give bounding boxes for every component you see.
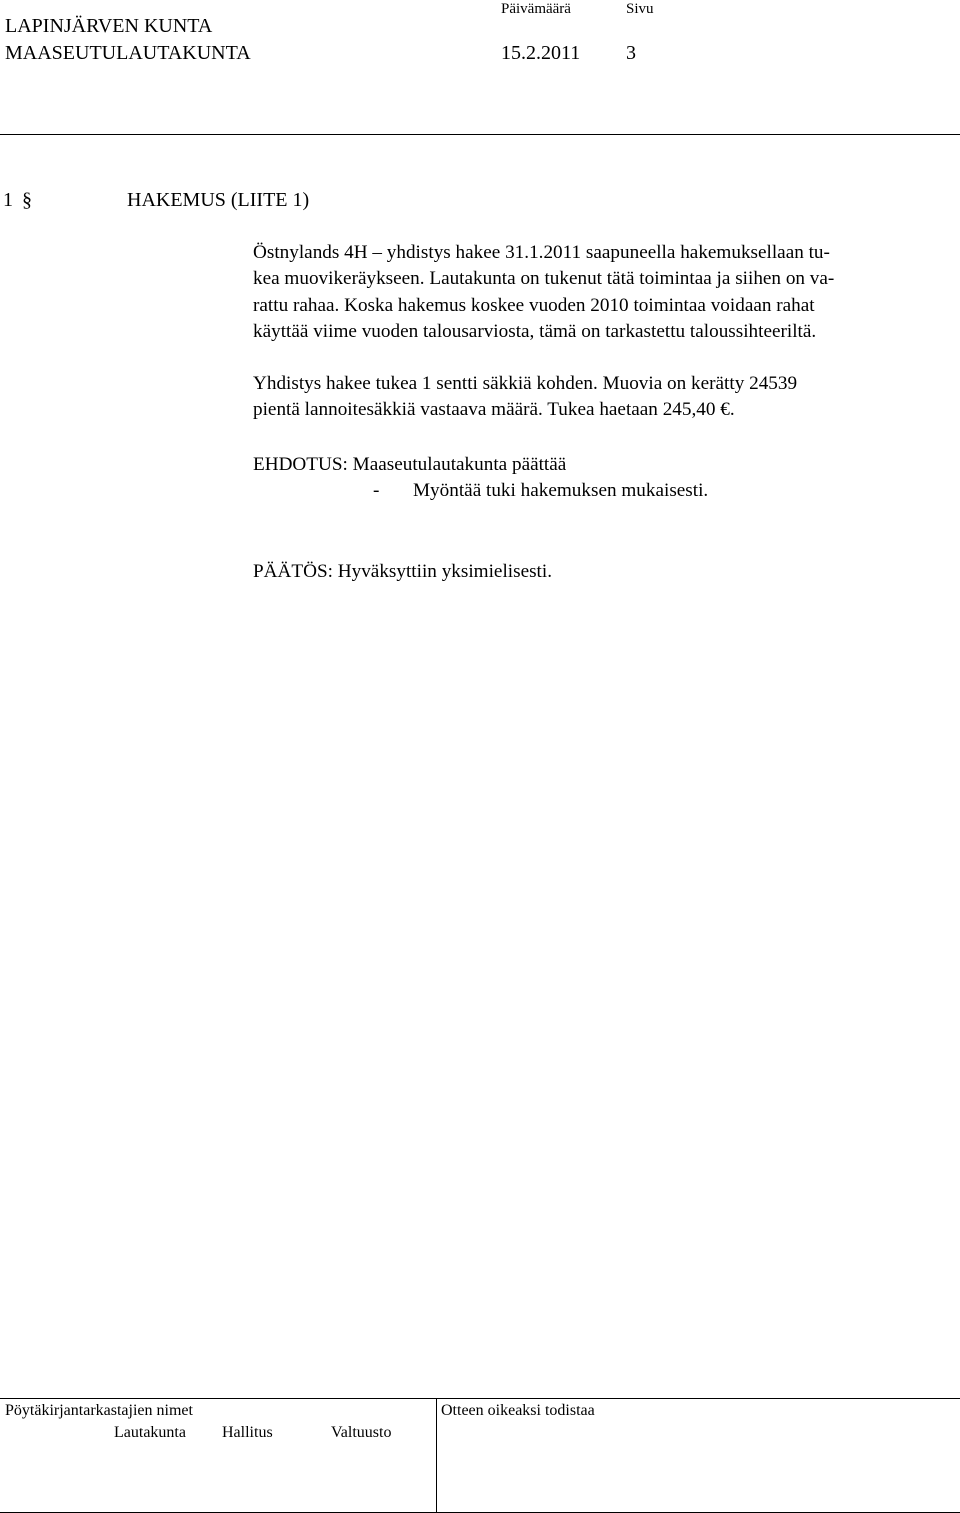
proposal-item <box>253 478 708 504</box>
footer-left-cell <box>0 1399 437 1512</box>
organization-name: LAPINJÄRVEN KUNTA <box>5 15 213 37</box>
text-line: kea muovikeräykseen. Lautakunta on tukenut tätä toimintaa ja siihen on va- <box>253 268 835 290</box>
footer-sub-label: Lautakunta <box>114 1424 186 1441</box>
section-number: 1 <box>3 189 13 211</box>
application-paragraph <box>253 240 834 345</box>
page-label: Sivu <box>626 1 654 17</box>
text-line: pientä lannoitesäkkiä vastaava määrä. Tukea haetaan 245,40 €. <box>253 399 735 421</box>
date-label: Päivämäärä <box>501 1 571 17</box>
proposal-block <box>253 452 708 505</box>
proposal-heading: EHDOTUS: Maaseutulautakunta päättää <box>253 454 567 475</box>
text-line: käyttää viime vuoden talousarviosta, tämä on tarkastettu taloussihteeriltä. <box>253 320 817 342</box>
section-title: HAKEMUS (LIITE 1) <box>127 189 310 211</box>
decision-text: PÄÄTÖS: Hyväksyttiin yksimielisesti. <box>253 561 553 582</box>
reviewers-label: Pöytäkirjantarkastajien nimet <box>5 1402 193 1419</box>
decision <box>253 559 552 585</box>
footer-sub-label: Valtuusto <box>331 1424 392 1441</box>
page-number: 3 <box>626 42 636 64</box>
proposal-item-text: Myöntää tuki hakemuksen mukaisesti. <box>413 480 709 502</box>
board-name: MAASEUTULAUTAKUNTA <box>5 42 251 64</box>
footer-table <box>0 1398 960 1513</box>
text-line: Yhdistys hakee tukea 1 sentti säkkiä kohden. Muovia on kerätty 24539 <box>253 373 798 394</box>
footer-sub-label: Hallitus <box>222 1424 273 1441</box>
header-divider <box>0 134 960 135</box>
list-dash: - <box>373 480 380 502</box>
text-line: rattu rahaa. Koska hakemus koskee vuoden 2010 toimintaa voidaan rahat <box>253 294 815 316</box>
text-line: Östnylands 4H – yhdistys hakee 31.1.2011 saapuneella hakemuksellaan tu- <box>253 242 830 263</box>
footer-right-cell <box>437 1399 960 1512</box>
support-paragraph <box>253 371 797 424</box>
section-sign: § <box>22 189 32 211</box>
meeting-date: 15.2.2011 <box>501 42 581 64</box>
certification-label: Otteen oikeaksi todistaa <box>441 1402 595 1419</box>
